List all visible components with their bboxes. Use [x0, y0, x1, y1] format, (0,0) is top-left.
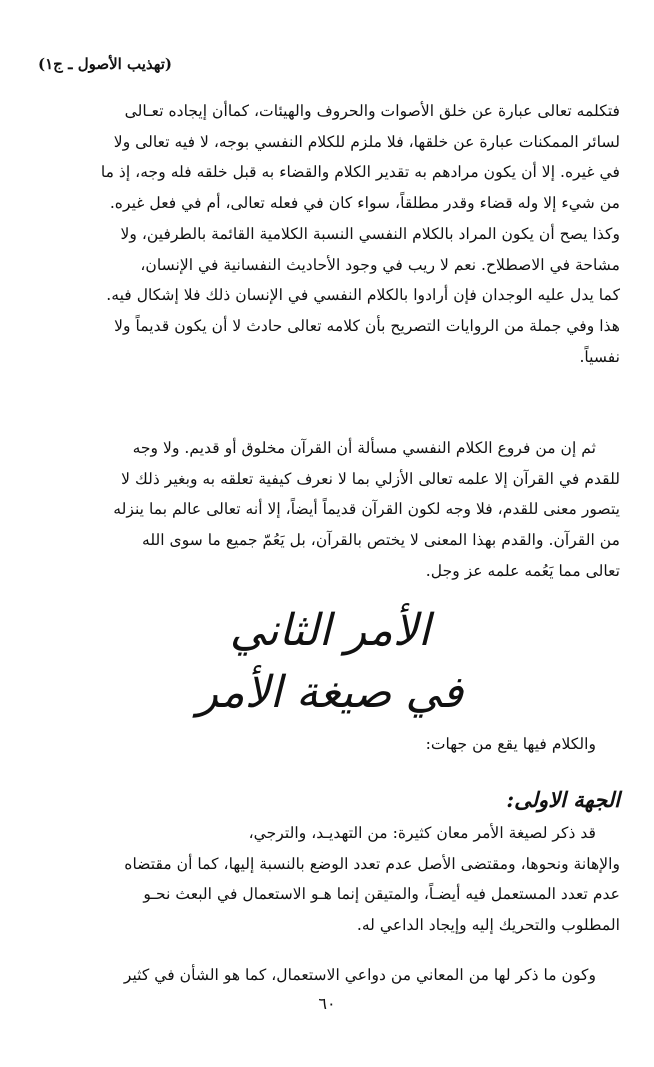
text-line: وكذا يصح أن يكون المراد بالكلام النفسي النسبة الكلامية القائمة بالطرفين، ولا [120, 224, 620, 243]
text-line: تعالى مما يَعُمه علمه عز وجل. [425, 561, 620, 580]
text-line: من شيء إلا وله قضاء وقدر مطلقاً، سواء كان في فعله تعالى، أم في فعل غيره. [109, 194, 620, 213]
text-line: قد ذكر لصيغة الأمر معان كثيرة: من التهديـد، والترجي، [248, 824, 596, 842]
text-line: عدم تعدد المستعمل فيه أيضـاً، والمتيقن إنما هـو الاستعمال في البعث نحـو [143, 885, 620, 904]
text-line: في غيره. إلا أن يكون مرادهم به تقدير الكلام والقضاء به قبل خلقه فله وجه، إذ ما [100, 163, 620, 182]
text-line: فتكلمه تعالى عبارة عن خلق الأصوات والحروف والهيئات، كماأن إيجاده تعـالى [124, 102, 620, 120]
text-line: المطلوب والتحريك إليه وإيجاد الداعي له. [356, 916, 620, 935]
subsection-1 [44, 784, 620, 941]
paragraph-2 [44, 433, 620, 587]
text-line: لسائر الممكنات عبارة عن خلقها، فلا ملزم للكلام النفسي بوجه، لا فيه تعالى ولا [113, 132, 620, 151]
text-line: نفسياً. [579, 347, 620, 366]
paragraph-1 [44, 96, 620, 372]
text-line: للقدم في القرآن إلا علمه تعالى الأزلي بما لا نعرف كيفية تعلقه به وبغير ذلك لا [121, 469, 620, 488]
text-line: يتصور معنى للقدم، فلا وجه لكون القرآن قديماً أيضاً، إلا أنه تعالى عالم بما ينزله [113, 500, 620, 519]
text-line: كما يدل عليه الوجدان فإن أرادوا بالكلام النفسي في الإنسان ذلك فلا إشكال فيه. [106, 286, 620, 305]
text-line: من القرآن. والقدم بهذا المعنى لا يختص بالقرآن، بل يَعُمّ جميع ما سوى الله [141, 531, 620, 550]
section-title-line-1: الأمر الثاني [229, 605, 431, 656]
text-line: هذا وفي جملة من الروايات التصريح بأن كلامه تعالى حادث لا أن يكون قديماً ولا [114, 316, 620, 335]
text-line: والإهانة ونحوها، ومقتضى الأصل عدم تعدد الوضع بالنسبة إليها، كما أن مقتضاه [124, 854, 620, 873]
text-line: ثم إن من فروع الكلام النفسي مسألة أن القرآن مخلوق أو قديم. ولا وجه [132, 439, 596, 457]
text-line: والكلام فيها يقع من جهات: [425, 735, 596, 753]
intro-text [44, 729, 620, 760]
page-number: ٦٠ [318, 994, 336, 1013]
paragraph-4 [44, 960, 620, 991]
text-line: وكون ما ذكر لها من المعاني من دواعي الاستعمال، كما هو الشأن في كثير [123, 966, 596, 984]
running-header: (تهذيب الأصول ـ ج١) [38, 55, 172, 73]
section-title-line-2: في صيغة الأمر [196, 667, 464, 718]
text-line: مشاحة في الاصطلاح. نعم لا ريب في وجود الأحاديث النفسانية في الإنسان، [140, 255, 620, 274]
subsection-heading: الجهة الاولى: [506, 787, 620, 812]
section-title [180, 600, 480, 724]
